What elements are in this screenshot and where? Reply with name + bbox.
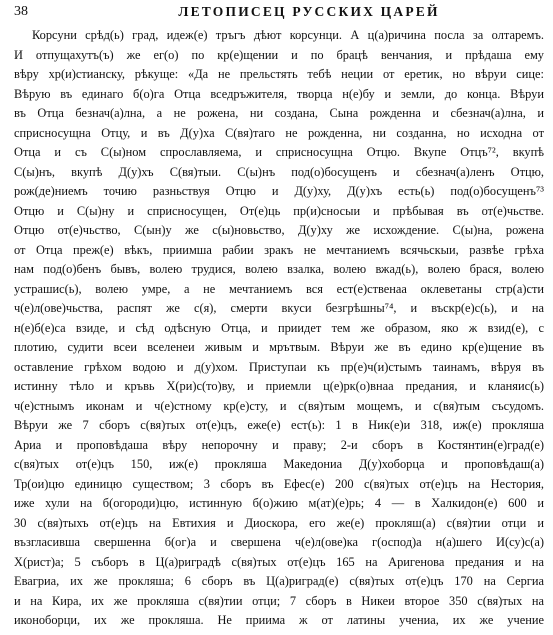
text-line: Вѣрую въ единаго б(о)га Отца вседръжителя, творца н(е)бу и земли, до конца. Вѣруи <box>14 86 544 101</box>
text-line: от Отца преж(е) вѣкъ, приимша рабии зракъ не мечтаниемъ всячьскыи, развѣе грѣха <box>14 242 544 257</box>
text-line: Х(рист)а; 5 съборъ в Ц(а)риградѣ с(вя)тых от(е)цъ 165 на Аригенова предания и на <box>14 554 544 569</box>
text-line: Тр(ои)цю единицю существом; 3 сборъ въ Ефес(е) 200 с(вя)тых от(е)цъ на Нестория, <box>14 476 544 491</box>
text-line: Отцю от(е)чьство, С(ын)у же с(ы)новьство, Д(у)ху же исхождение. С(ы)на, рожена <box>14 223 544 237</box>
text-line: истинну тѣло и кръвь Х(ри)с(то)ву, и приемли ц(е)рк(о)внаа предания, и кланяис(ь) <box>14 379 544 393</box>
text-line: с(вя)тых от(е)цъ 150, иж(е) прокляша Македониа Д(у)хоборца и проповѣдаш(а) <box>14 457 544 471</box>
text-line: 30 с(вя)тыхъ от(е)цъ на Евтихия и Диоскора, его же(е) прокляш(а) с(вя)тии отци и <box>14 515 544 530</box>
text-line: и на Кира, их же прокляша с(вя)тии отци; 7 сборъ в Никеи второе 350 с(вя)тых на <box>14 593 544 608</box>
text-line: възгласивша свершенна б(ог)а и свершена ч(е)л(ове)ка г(оспод)а н(а)шего И(су)с(а) <box>14 535 544 549</box>
text-line: С(ы)нъ, вкупѣ Д(у)хъ С(вя)тыи. С(ы)нъ под(о)босущенъ и сбезнач(а)ленъ Отцю, <box>14 164 544 179</box>
text-line: рож(де)ниемъ точию разньствуя Отцю и Д(у)ху, Д(у)хъ есть(ь) под(о)босущенъ⁷³ <box>14 184 544 198</box>
text-line: Отца и съ С(ы)ном спрославляема, и сприсносущна Отцю. Вкупе Отцъ⁷², вкупѣ <box>14 145 544 159</box>
running-title: ЛЕТОПИСЕЦ РУССКИХ ЦАРЕЙ <box>178 4 440 19</box>
text-line: вѣру хр(и)стианску, рѣкуще: «Да не прельстять тебѣ неции от еретик, но вѣруи сице: <box>14 67 544 81</box>
text-line: ч(е)стнымъ иконам и ч(е)стному кр(е)сту, и с(вя)тым мощемъ, и с(вя)тым съсудомъ. <box>14 398 544 413</box>
text-line: ч(е)л(ове)чьства, распят же с(я), смерти вкуси безгрѣшны⁷⁴, и въскр(е)с(ь), и на <box>14 301 544 315</box>
text-line: въ Отца безнач(а)лна, а не рожена, ни создана, Сына рожденна и сбезнач(а)лна, и <box>14 106 544 120</box>
text-line: Корсуни срѣд(ь) град, идеж(е) тръгъ дѣют корсунци. А ц(а)ричина посла за олтаремъ. <box>32 28 544 42</box>
text-line: плотию, судити всеи вселенеи живым и мрътвым. Вѣруи же въ едино кр(е)щение въ <box>14 340 544 354</box>
text-line: нам под(о)бенъ бывъ, волею трудися, волею взалка, волею вжад(ь), волею брася, волею <box>14 262 544 276</box>
text-line: оставление грѣхом водою и д(у)хом. Приступаи къ пр(е)ч(и)стымъ таинамъ, вѣруя въ <box>14 359 544 374</box>
text-line: н(е)б(е)са взиде, и сѣд одѣсную Отца, и приидет тем же образом, яко ж взид(е), с <box>14 320 544 335</box>
text-line: иже хули на б(огороди)цю, истинную б(о)жию м(ат)(е)рь; 4 — в Халкидон(е) 600 и <box>14 496 544 510</box>
page-number: 38 <box>14 4 28 19</box>
text-line: устрашис(ь), волею умре, а не мечтаниемъ вся ест(е)ственаа оклеветаны стр(а)сти <box>14 281 544 296</box>
text-line: Вѣруи же 7 сборъ с(вя)тых от(е)цъ, еже(е) ест(ь): 1 в Ник(е)и 318, иж(е) прокляша <box>14 418 544 432</box>
text-line: иконоборци, их же прокляша. Не приима ж от латины учениа, их же учение <box>14 613 544 627</box>
text-line: И отпущахутъ(ъ) же ег(о) по кр(е)щении и по брацѣ венчания, и прѣдаша ему <box>14 47 544 62</box>
text-line: Ариа и проповѣдаша вѣру непорочну и праву; 2-и сборъ в Костянтин(е)град(е) <box>14 437 544 452</box>
text-line: Евагриа, их же прокляша; 6 сборъ въ Ц(а)риград(е) с(вя)тых от(е)цъ 170 на Сергиа <box>14 574 544 588</box>
page-header <box>14 3 544 25</box>
text-line: сприсносущна Отцу, и въ Д(у)ха С(вя)таго не рожденна, ни созданна, но исходна от <box>14 125 544 140</box>
text-line: Отцю и С(ы)ну и сприсносущен, От(е)ць пр(и)сносыи и прѣбывая въ от(е)чьстве. <box>14 203 544 218</box>
body-text <box>14 26 544 631</box>
